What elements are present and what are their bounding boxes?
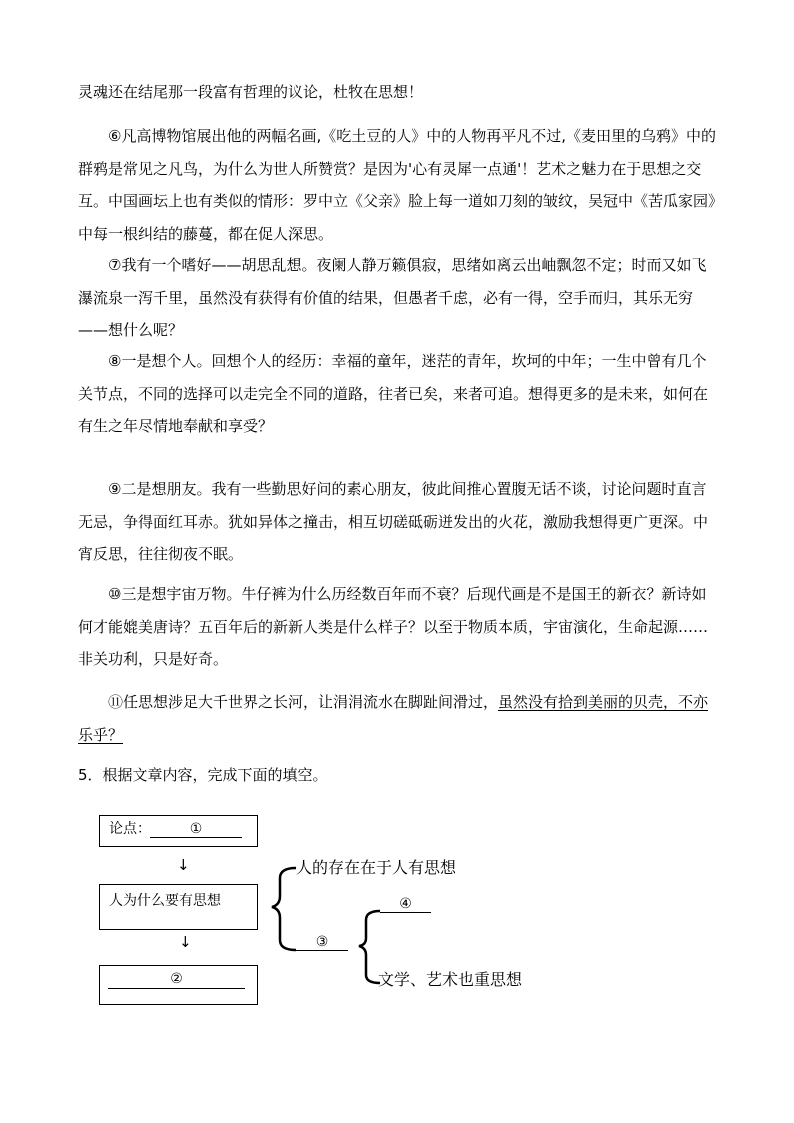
blank-3[interactable]: ③ (296, 934, 348, 951)
paragraph-7: ⑦我有一个嗜好——胡思乱想。夜阑人静万籁俱寂，思绪如离云出岫飘忽不定；时而又如飞瀑流泉一泻千里，虽然没有获得有价值的结果，但愚者千虑，必有一得，空手而归，其乐无穷——想什么呢？ (78, 256, 707, 339)
paragraph-11: ⑪任思想涉足大千世界之长河，让涓涓流水在脚趾间滑过，虽然没有拾到美丽的贝壳，不亦乐乎？ (78, 693, 709, 744)
blank-4[interactable]: ④ (380, 896, 431, 913)
why-think-label: 人为什么要有思想 (109, 893, 221, 909)
paragraph-intro: 灵魂还在结尾那一段富有哲理的议论，杜牧在思想！ (78, 83, 424, 101)
branch-bottom-text: 文学、艺术也重思想 (378, 970, 523, 989)
question-5-prompt: 5．根据文章内容，完成下面的填空。 (78, 766, 328, 784)
blank-1[interactable]: ① (150, 821, 242, 838)
paragraph-9: ⑨二是想朋友。我有一些勤思好问的素心朋友，彼此间推心置腹无话不谈，讨论问题时直言无忌，争得面红耳赤。犹如异体之撞击，相互切磋砥砺迸发出的火花，激励我想得更广更深。中宵反思，往往彻夜不眠。 (78, 480, 709, 563)
paragraph-8: ⑧一是想个人。回想个人的经历：幸福的童年，迷茫的青年，坎坷的中年；一生中曾有几个关节点，不同的选择可以走完全不同的道路，往者已矣，来者可追。想得更多的是未来，如何在有生之年尽情地奉献和享受？ (78, 352, 709, 435)
paragraph-10: ⑩三是想宇宙万物。牛仔裤为什么历经数百年而不衰？后现代画是不是国王的新衣？新诗如何才能媲美唐诗？五百年后的新新人类是什么样子？以至于物质本质，宇宙演化，生命起源……非关功利，只是好奇。 (78, 585, 709, 668)
thesis-label: 论点： (109, 821, 151, 837)
branch-top-text: 人的存在在于人有思想 (296, 858, 457, 877)
underlined-sentence: 虽然没有拾到美丽的贝壳，不亦乐乎？ (78, 693, 709, 744)
arrow-down-2: ↓ (179, 933, 192, 951)
paragraph-6: ⑥凡高博物馆展出他的两幅名画,《吃土豆的人》中的人物再平凡不过,《麦田里的乌鸦》中的群鸦是常见之凡鸟，为什么为世人所赞赏？是因为'心有灵犀一点通'！艺术之魅力在于思想之交互。中国画坛上也有类似的情形：罗中立《父亲》脸上每一道如刀刻的皱纹，吴冠中《苦瓜家园》中每一根纠结的藤蔓，都在促人深思。 (78, 127, 716, 243)
arrow-down-1: ↓ (177, 856, 190, 874)
blank-2[interactable]: ② (108, 971, 245, 989)
